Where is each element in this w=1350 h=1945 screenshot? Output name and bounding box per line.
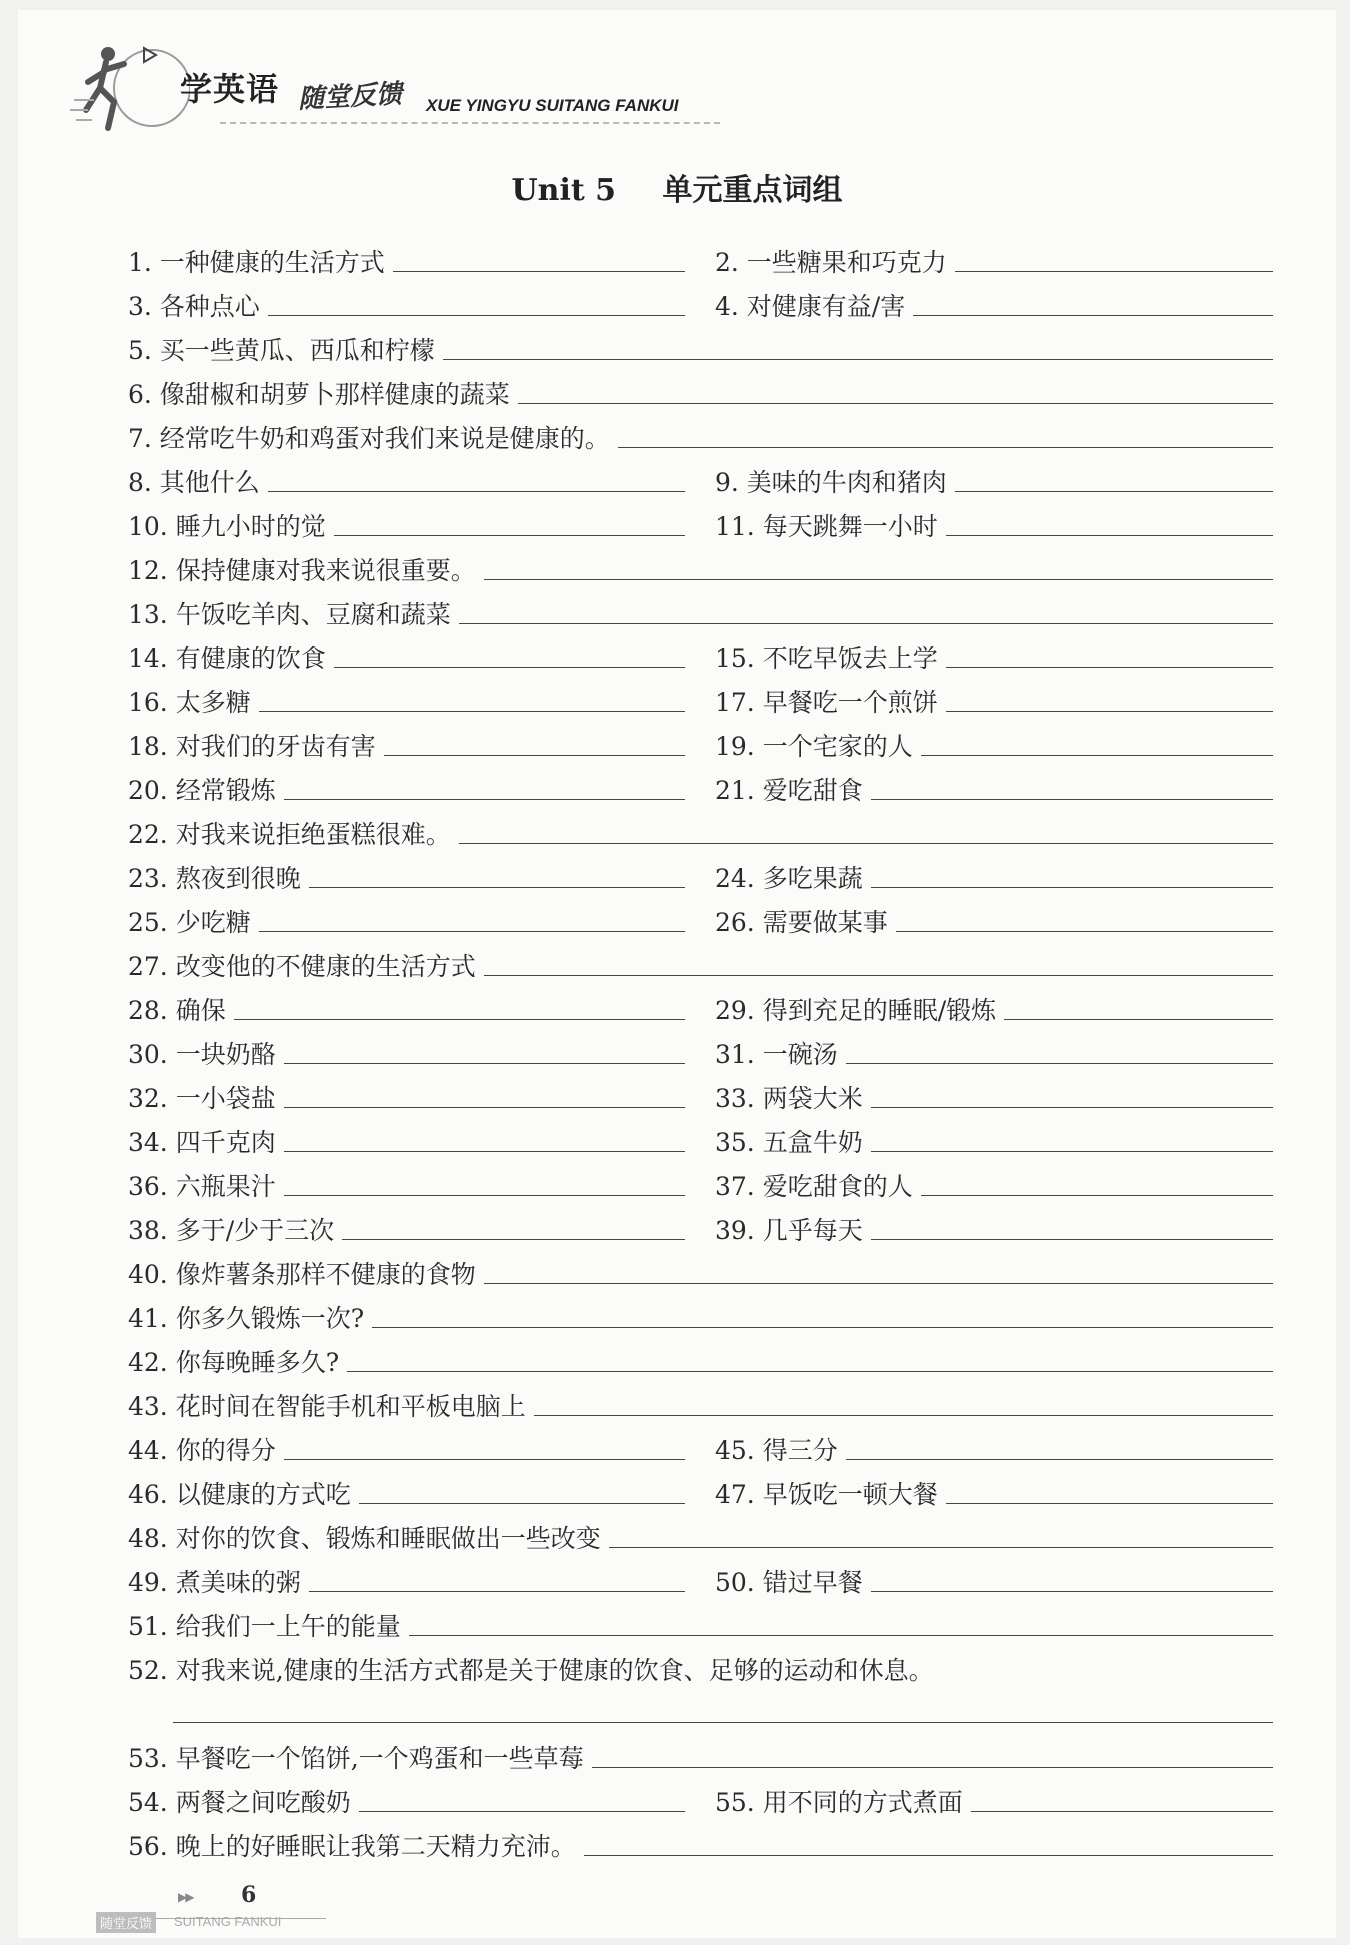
phrase-item <box>128 1202 685 1246</box>
answer-blank[interactable] <box>409 1634 1273 1636</box>
phrase-item <box>128 1598 1273 1642</box>
phrase-prompt: 25. 少吃糖 <box>128 908 251 937</box>
phrase-row <box>128 278 1273 322</box>
phrase-prompt: 12. 保持健康对我来说很重要。 <box>128 556 476 585</box>
phrase-item <box>128 1554 685 1598</box>
answer-blank[interactable] <box>459 622 1273 624</box>
phrase-item <box>715 1774 1273 1818</box>
phrase-prompt: 28. 确保 <box>128 996 226 1025</box>
phrase-item <box>128 1466 685 1510</box>
answer-blank[interactable] <box>921 754 1273 756</box>
answer-blank[interactable] <box>871 1106 1273 1108</box>
answer-blank[interactable] <box>284 1062 685 1064</box>
phrase-prompt: 47. 早饭吃一顿大餐 <box>715 1480 938 1509</box>
phrase-prompt: 35. 五盒牛奶 <box>715 1128 863 1157</box>
answer-blank[interactable] <box>284 1458 685 1460</box>
phrase-prompt: 42. 你每晚睡多久? <box>128 1348 340 1377</box>
answer-blank[interactable] <box>946 1502 1273 1504</box>
phrase-prompt: 23. 熬夜到很晚 <box>128 864 301 893</box>
page-number: 6 <box>241 1882 257 1908</box>
answer-blank[interactable] <box>534 1414 1273 1416</box>
worksheet-page <box>18 10 1336 1938</box>
answer-blank[interactable] <box>584 1854 1273 1856</box>
answer-blank[interactable] <box>309 1590 685 1592</box>
phrase-row <box>128 1334 1273 1378</box>
phrase-prompt: 11. 每天跳舞一小时 <box>715 512 938 541</box>
answer-blank[interactable] <box>592 1766 1273 1768</box>
phrase-row <box>128 1598 1273 1642</box>
phrase-item <box>128 322 1273 366</box>
phrase-item <box>128 542 1273 586</box>
answer-blank[interactable] <box>1004 1018 1273 1020</box>
phrase-prompt: 55. 用不同的方式煮面 <box>715 1788 963 1817</box>
answer-blank[interactable] <box>259 930 685 932</box>
phrase-prompt: 5. 买一些黄瓜、西瓜和柠檬 <box>128 336 435 365</box>
answer-blank[interactable] <box>334 534 685 536</box>
header-banner <box>70 40 690 145</box>
answer-blank[interactable] <box>955 490 1273 492</box>
phrase-item <box>128 278 685 322</box>
phrase-prompt: 19. 一个宅家的人 <box>715 732 913 761</box>
answer-blank[interactable] <box>871 1150 1273 1152</box>
answer-blank[interactable] <box>871 1238 1273 1240</box>
unit-subtitle: 单元重点词组 <box>662 173 843 208</box>
phrase-prompt: 6. 像甜椒和胡萝卜那样健康的蔬菜 <box>128 380 510 409</box>
phrase-item <box>128 630 685 674</box>
phrase-prompt: 44. 你的得分 <box>128 1436 276 1465</box>
answer-blank[interactable] <box>334 666 685 668</box>
phrase-prompt: 37. 爱吃甜食的人 <box>715 1172 913 1201</box>
phrase-item <box>715 630 1273 674</box>
answer-blank[interactable] <box>259 710 685 712</box>
answer-blank[interactable] <box>955 270 1273 272</box>
phrase-row <box>128 762 1273 806</box>
answer-blank[interactable] <box>618 446 1273 448</box>
phrase-item <box>128 674 685 718</box>
phrase-row <box>128 938 1273 982</box>
phrase-item <box>128 1158 685 1202</box>
phrase-item <box>128 1290 1273 1334</box>
phrase-item <box>715 1422 1273 1466</box>
phrase-prompt: 21. 爱吃甜食 <box>715 776 863 805</box>
phrase-item <box>715 278 1273 322</box>
phrase-item <box>128 982 685 1026</box>
phrase-row <box>128 1378 1273 1422</box>
answer-blank[interactable] <box>347 1370 1273 1372</box>
phrase-item <box>128 1246 1273 1290</box>
phrase-prompt: 40. 像炸薯条那样不健康的食物 <box>128 1260 476 1289</box>
phrase-item <box>128 894 685 938</box>
phrase-row <box>128 1422 1273 1466</box>
phrase-row <box>128 542 1273 586</box>
phrase-item <box>128 366 1273 410</box>
phrase-prompt: 53. 早餐吃一个馅饼,一个鸡蛋和一些草莓 <box>128 1744 584 1773</box>
page-title <box>18 165 1336 209</box>
answer-blank[interactable] <box>484 578 1273 580</box>
phrase-item <box>128 1378 1273 1422</box>
phrase-item <box>128 1422 685 1466</box>
phrase-prompt: 20. 经常锻炼 <box>128 776 276 805</box>
phrase-prompt: 7. 经常吃牛奶和鸡蛋对我们来说是健康的。 <box>128 424 610 453</box>
phrase-item <box>128 806 1273 850</box>
phrase-prompt: 4. 对健康有益/害 <box>715 292 906 321</box>
phrase-prompt: 32. 一小袋盐 <box>128 1084 276 1113</box>
header-subtitle: 随堂反馈 <box>297 79 403 115</box>
phrase-item <box>128 454 685 498</box>
answer-blank[interactable] <box>359 1502 685 1504</box>
answer-blank[interactable] <box>393 270 685 272</box>
header-title: 学英语 <box>180 70 280 108</box>
phrase-prompt: 49. 煮美味的粥 <box>128 1568 301 1597</box>
phrase-item <box>128 762 685 806</box>
phrase-row <box>128 806 1273 850</box>
phrase-row <box>128 1466 1273 1510</box>
phrase-prompt: 46. 以健康的方式吃 <box>128 1480 351 1509</box>
phrase-item <box>128 498 685 542</box>
phrase-prompt: 41. 你多久锻炼一次? <box>128 1304 365 1333</box>
answer-blank[interactable] <box>342 1238 685 1240</box>
phrase-row <box>128 1070 1273 1114</box>
phrase-prompt: 50. 错过早餐 <box>715 1568 863 1597</box>
unit-label: Unit 5 <box>511 173 617 208</box>
phrase-row <box>128 1774 1273 1818</box>
phrase-prompt: 18. 对我们的牙齿有害 <box>128 732 376 761</box>
phrase-item <box>128 234 685 278</box>
answer-blank[interactable] <box>284 798 685 800</box>
phrase-row <box>128 1026 1273 1070</box>
phrase-prompt: 54. 两餐之间吃酸奶 <box>128 1788 351 1817</box>
header-pinyin: XUE YINGYU SUITANG FANKUI <box>426 96 679 115</box>
phrase-prompt: 24. 多吃果蔬 <box>715 864 863 893</box>
runner-logo-icon <box>70 40 190 140</box>
answer-blank[interactable] <box>871 1590 1273 1592</box>
phrase-prompt: 48. 对你的饮食、锻炼和睡眠做出一些改变 <box>128 1524 601 1553</box>
phrase-prompt: 38. 多于/少于三次 <box>128 1216 335 1245</box>
phrase-prompt: 27. 改变他的不健康的生活方式 <box>128 952 476 981</box>
phrase-prompt: 14. 有健康的饮食 <box>128 644 326 673</box>
answer-blank[interactable] <box>913 314 1273 316</box>
phrase-item <box>128 1774 685 1818</box>
phrase-row <box>128 410 1273 454</box>
phrase-prompt: 31. 一碗汤 <box>715 1040 838 1069</box>
answer-blank[interactable] <box>443 358 1273 360</box>
phrase-prompt: 36. 六瓶果汁 <box>128 1172 276 1201</box>
phrase-row <box>128 586 1273 630</box>
phrase-row <box>128 498 1273 542</box>
answer-blank[interactable] <box>946 710 1273 712</box>
phrase-row <box>128 718 1273 762</box>
phrase-row <box>128 1290 1273 1334</box>
footer-label-cn: 随堂反馈 <box>96 1912 156 1933</box>
answer-blank[interactable] <box>846 1458 1273 1460</box>
phrase-prompt: 43. 花时间在智能手机和平板电脑上 <box>128 1392 526 1421</box>
answer-blank[interactable] <box>173 1722 1273 1723</box>
phrase-row <box>128 366 1273 410</box>
phrase-row <box>128 1730 1273 1774</box>
phrase-row <box>128 1642 1273 1730</box>
phrase-item <box>128 1334 1273 1378</box>
phrase-item <box>128 410 1273 454</box>
answer-blank[interactable] <box>484 974 1273 976</box>
phrase-prompt: 33. 两袋大米 <box>715 1084 863 1113</box>
answer-blank[interactable] <box>871 886 1273 888</box>
answer-blank[interactable] <box>946 534 1273 536</box>
phrase-row <box>128 894 1273 938</box>
phrase-prompt: 8. 其他什么 <box>128 468 260 497</box>
phrase-prompt: 45. 得三分 <box>715 1436 838 1465</box>
phrase-item <box>715 1158 1273 1202</box>
phrase-prompt: 56. 晚上的好睡眠让我第二天精力充沛。 <box>128 1832 576 1861</box>
phrase-prompt: 2. 一些糖果和巧克力 <box>715 248 947 277</box>
phrase-prompt: 17. 早餐吃一个煎饼 <box>715 688 938 717</box>
phrase-prompt: 39. 几乎每天 <box>715 1216 863 1245</box>
phrase-item <box>715 1026 1273 1070</box>
phrase-row <box>128 1510 1273 1554</box>
answer-blank[interactable] <box>921 1194 1273 1196</box>
phrase-prompt: 1. 一种健康的生活方式 <box>128 248 385 277</box>
phrase-row <box>128 454 1273 498</box>
phrase-prompt: 15. 不吃早饭去上学 <box>715 644 938 673</box>
phrase-row <box>128 630 1273 674</box>
answer-blank[interactable] <box>268 490 685 492</box>
phrase-prompt: 29. 得到充足的睡眠/锻炼 <box>715 996 997 1025</box>
phrase-item <box>715 850 1273 894</box>
phrase-row <box>128 322 1273 366</box>
phrase-item <box>715 1070 1273 1114</box>
phrase-item <box>128 1070 685 1114</box>
answer-blank[interactable] <box>946 666 1273 668</box>
phrase-item <box>715 1114 1273 1158</box>
answer-blank[interactable] <box>384 754 685 756</box>
answer-blank[interactable] <box>309 886 685 888</box>
phrase-row <box>128 1114 1273 1158</box>
phrase-prompt: 30. 一块奶酪 <box>128 1040 276 1069</box>
phrase-item <box>715 234 1273 278</box>
answer-blank[interactable] <box>971 1810 1273 1812</box>
answer-blank[interactable] <box>372 1326 1273 1328</box>
phrase-row <box>128 1202 1273 1246</box>
phrase-row <box>128 982 1273 1026</box>
phrase-item <box>128 1026 685 1070</box>
phrase-row <box>128 234 1273 278</box>
footer-label-en: SUITANG FANKUI <box>174 1914 282 1929</box>
answer-blank[interactable] <box>459 842 1273 844</box>
phrase-prompt: 22. 对我来说拒绝蛋糕很难。 <box>128 820 451 849</box>
phrase-item <box>715 454 1273 498</box>
answer-blank[interactable] <box>896 930 1273 932</box>
phrase-item <box>128 1730 1273 1774</box>
phrase-row <box>128 1246 1273 1290</box>
phrase-item <box>715 894 1273 938</box>
phrase-prompt: 51. 给我们一上午的能量 <box>128 1612 401 1641</box>
answer-blank[interactable] <box>234 1018 685 1020</box>
phrase-row <box>128 1554 1273 1598</box>
phrase-row <box>128 1818 1273 1862</box>
phrase-item <box>128 718 685 762</box>
answer-blank[interactable] <box>609 1546 1273 1548</box>
answer-blank[interactable] <box>284 1150 685 1152</box>
phrase-prompt: 10. 睡九小时的觉 <box>128 512 326 541</box>
phrase-prompt: 16. 太多糖 <box>128 688 251 717</box>
answer-blank[interactable] <box>359 1810 685 1812</box>
phrase-list <box>128 234 1273 1862</box>
phrase-prompt: 9. 美味的牛肉和猪肉 <box>715 468 947 497</box>
phrase-item <box>715 1202 1273 1246</box>
phrase-row <box>128 850 1273 894</box>
phrase-prompt: 34. 四千克肉 <box>128 1128 276 1157</box>
phrase-item <box>128 586 1273 630</box>
phrase-item <box>715 674 1273 718</box>
arrow-icon: ▶▶ <box>178 1890 193 1904</box>
phrase-item <box>715 762 1273 806</box>
phrase-item <box>128 938 1273 982</box>
phrase-prompt: 3. 各种点心 <box>128 292 260 321</box>
answer-blank[interactable] <box>846 1062 1273 1064</box>
phrase-row <box>128 674 1273 718</box>
phrase-item <box>715 718 1273 762</box>
phrase-item <box>715 498 1273 542</box>
phrase-item <box>128 1818 1273 1862</box>
answer-blank[interactable] <box>518 402 1273 404</box>
phrase-prompt: 26. 需要做某事 <box>715 908 888 937</box>
phrase-prompt: 52. 对我来说,健康的生活方式都是关于健康的饮食、足够的运动和休息。 <box>128 1656 934 1685</box>
phrase-item <box>128 850 685 894</box>
phrase-item <box>715 1466 1273 1510</box>
answer-blank[interactable] <box>871 798 1273 800</box>
header-divider <box>220 122 720 124</box>
phrase-item <box>715 1554 1273 1598</box>
phrase-item <box>715 982 1273 1026</box>
answer-blank[interactable] <box>284 1194 685 1196</box>
phrase-item <box>128 1510 1273 1554</box>
phrase-item <box>128 1114 685 1158</box>
page-footer <box>76 1870 376 1940</box>
phrase-row <box>128 1158 1273 1202</box>
answer-blank[interactable] <box>484 1282 1273 1284</box>
phrase-prompt: 13. 午饭吃羊肉、豆腐和蔬菜 <box>128 600 451 629</box>
answer-blank[interactable] <box>268 314 685 316</box>
answer-blank[interactable] <box>284 1106 685 1108</box>
